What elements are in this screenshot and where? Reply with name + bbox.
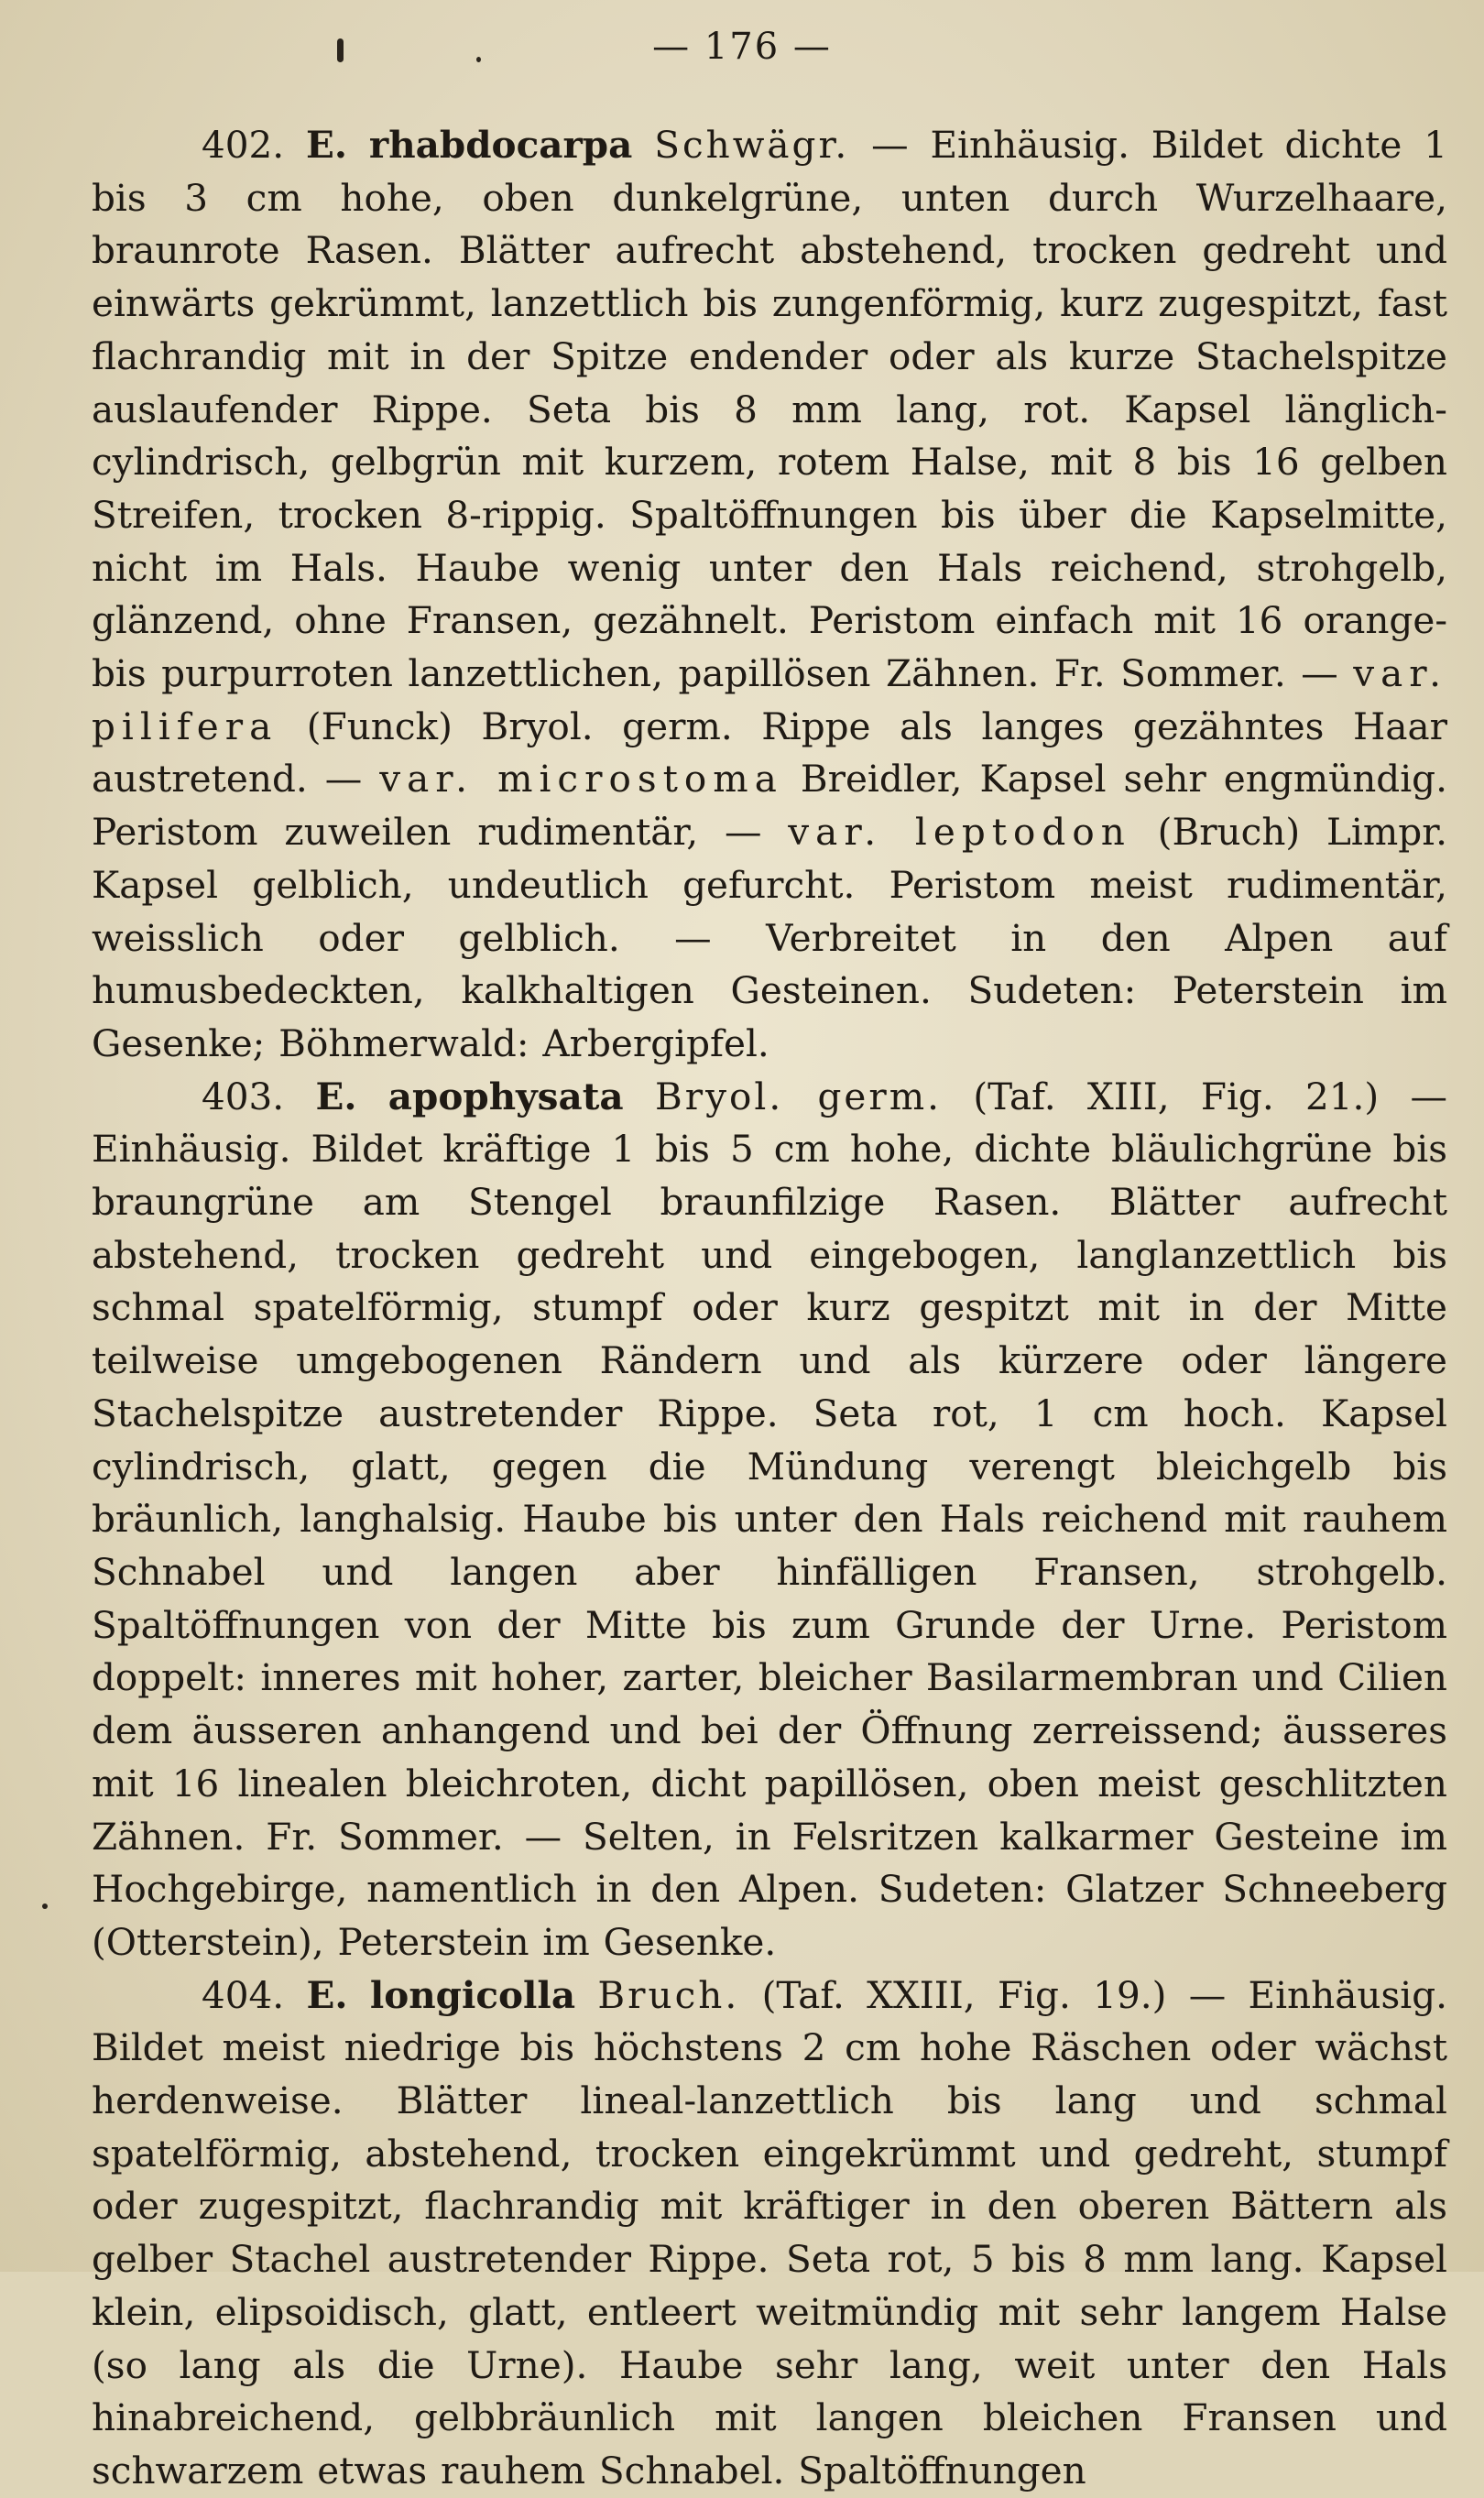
entry-genus: E. — [315, 1074, 357, 1118]
entry-genus: E. — [306, 1972, 348, 2017]
entry-text: (Bruch) Limpr. Kapsel gelblich, undeutlich gefurcht. Peristom meist rudimentär, weisslich oder gelblich. — Verbreitet in den Alpen auf humusbedeckten, kalkhaltigen Gesteinen. Sudeten: Peterstein im Gesenke; Böhmerwald: Arbergipfel. — [92, 810, 1447, 1065]
entry-genus: E. — [306, 123, 348, 167]
entry-author: Bryol. germ. — [654, 1074, 943, 1118]
variety-label: var. pilifera — [92, 651, 1447, 748]
entry-species: longicolla — [369, 1972, 576, 2017]
species-entry-404 — [92, 1969, 1447, 2498]
page-body — [92, 119, 1447, 2498]
page-number: — 176 — — [652, 26, 832, 68]
variety-label: var. microstoma — [379, 757, 783, 802]
entry-text: (Taf. XIII, Fig. 21.) — Einhäusig. Bildet kräftige 1 bis 5 cm hohe, dichte bläulichgrüne bis braungrüne am Stengel braunfilzige Rasen. Blätter aufrecht abstehend, trocken gedreht und eingebogen, langlanzettlich bis schmal spatelförmig, stumpf oder kurz gespitzt mit in der Mitte teilweise umgebogenen Rändern und als kürzere oder längere Stachelspitze austretender Rippe. Seta rot, 1 cm hoch. Kapsel cylindrisch, glatt, gegen die Mündung verengt bleichgelb bis bräunlich, langhalsig. Haube bis unter den Hals reichend mit rauhem Schnabel und langen aber hinfälligen Fransen, strohgelb. Spaltöffnungen von der Mitte bis zum Grunde der Urne. Peristom doppelt: inneres mit hoher, zarter, bleicher Basilarmembran und Cilien dem äusseren anhangend und bei der Öffnung zerreissend; äusseres mit 16 linealen bleichroten, dicht papillösen, oben meist geschlitzten Zähnen. Fr. Sommer. — Selten, in Felsritzen kalkarmer Gesteine im Hochgebirge, namentlich in den Alpen. Sudeten: Glatzer Schneeberg (Otterstein), Peterstein im Gesenke. — [92, 1074, 1448, 1964]
ink-speck — [42, 1903, 48, 1909]
entry-number: 402. — [202, 123, 285, 167]
entry-text: (Taf. XXIII, Fig. 19.) — Einhäusig. Bildet meist niedrige bis höchstens 2 cm hohe Räschen oder wächst herdenweise. Blätter lineal-lanzettlich bis lang und schmal spatelförmig, abstehend, trocken eingekrümmt und gedreht, stumpf oder zugespitzt, flachrandig mit kräftiger in den oberen Bättern als gelber Stachel austretender Rippe. Seta rot, 5 bis 8 mm lang. Kapsel klein, elipsoidisch, glatt, entleert weitmündig mit sehr langem Halse (so lang als die Urne). Haube sehr lang, weit unter den Hals hinabreichend, gelbbräunlich mit langen bleichen Fransen und schwarzem etwas rauhem Schnabel. Spaltöffnungen — [92, 1972, 1447, 2493]
entry-species: rhabdocarpa — [368, 123, 633, 167]
entry-text: (Funck) Bryol. germ. Rippe als langes gezähntes Haar austretend. — — [92, 704, 1447, 802]
entry-author: Schwägr. — [654, 123, 850, 167]
entry-number: 404. — [202, 1972, 285, 2017]
species-entry-402 — [92, 119, 1447, 1071]
entry-author: Bruch. — [597, 1972, 740, 2017]
entry-number: 403. — [202, 1074, 285, 1118]
entry-text: — Einhäusig. Bildet dichte 1 bis 3 cm hohe, oben dunkelgrüne, unten durch Wurzelhaare, braunrote Rasen. Blätter aufrecht abstehend, trocken gedreht und einwärts gekrümmt, lanzettlich bis zungenförmig, kurz zugespitzt, fast flachrandig mit in der Spitze endender oder als kurze Stachelspitze auslaufender Rippe. Seta bis 8 mm lang, rot. Kapsel länglich-cylindrisch, gelbgrün mit kurzem, rotem Halse, mit 8 bis 16 gelben Streifen, trocken 8-rippig. Spaltöffnungen bis über die Kapselmitte, nicht im Hals. Haube wenig unter den Hals reichend, strohgelb, glänzend, ohne Fransen, gezähnelt. Peristom einfach mit 16 orange- bis purpurroten lanzettlichen, papillösen Zähnen. Fr. Sommer. — — [92, 123, 1448, 696]
entry-text: Breidler, Kapsel sehr engmündig. Peristom zuweilen rudimentär, — — [92, 757, 1447, 855]
entry-species: apophysata — [387, 1074, 624, 1118]
variety-label: var. leptodon — [788, 810, 1131, 855]
species-entry-403 — [92, 1071, 1447, 1969]
